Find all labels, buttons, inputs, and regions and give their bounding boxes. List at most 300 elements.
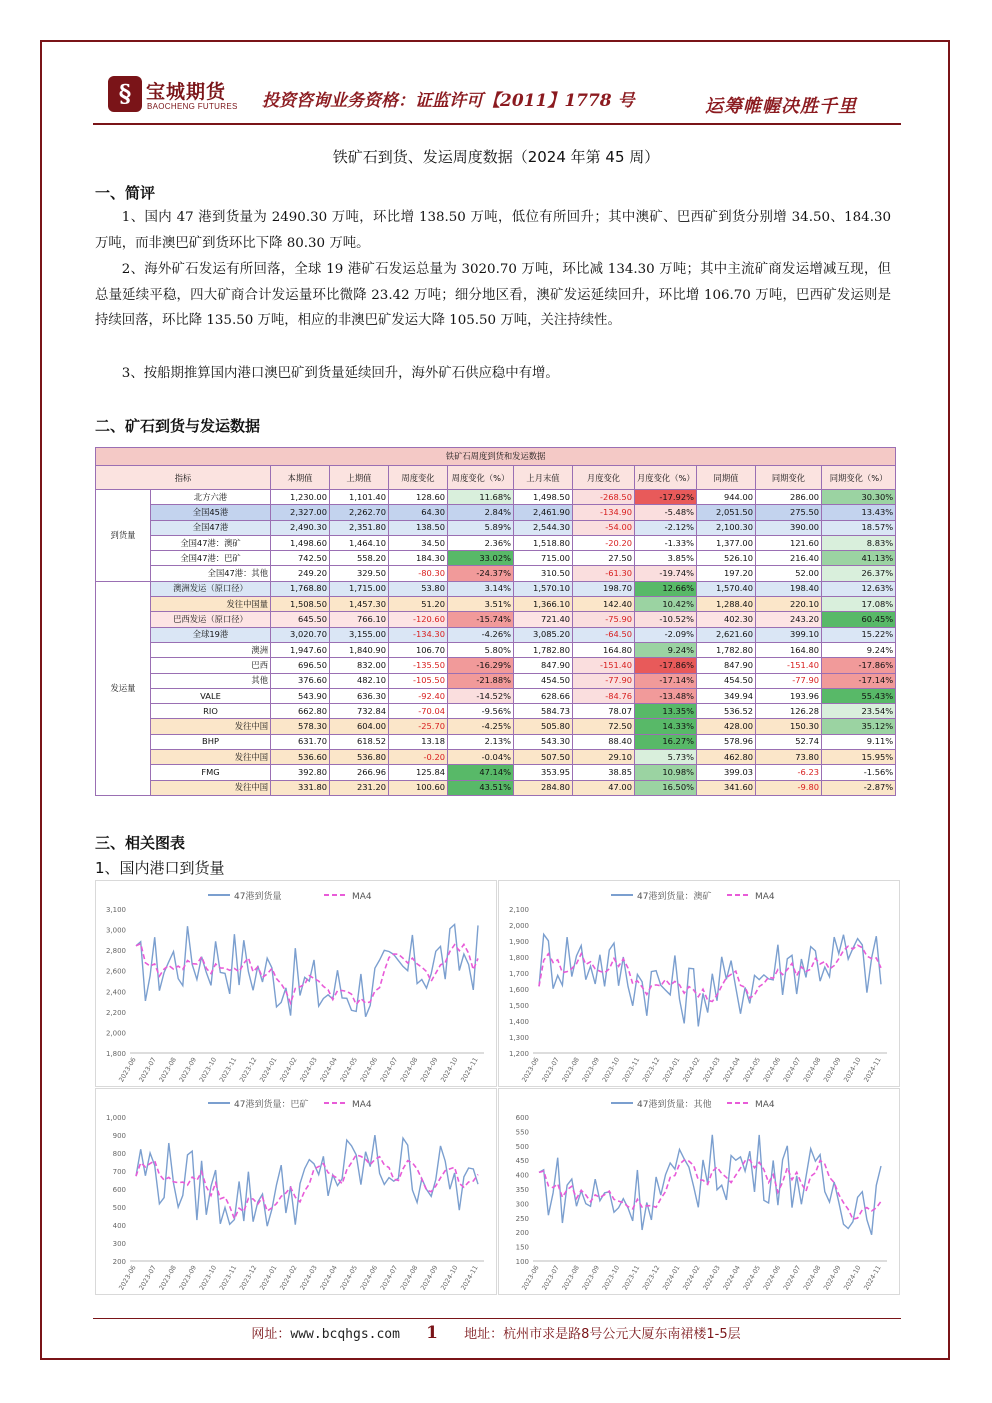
table-cell: 5.73% bbox=[635, 750, 697, 765]
table-cell: 164.80 bbox=[573, 642, 635, 657]
table-cell: 1,715.00 bbox=[330, 581, 389, 596]
table-cell: 2.13% bbox=[448, 734, 514, 749]
table-cell: 142.40 bbox=[573, 597, 635, 612]
y-tick-label: 400 bbox=[112, 1222, 126, 1230]
table-row bbox=[96, 505, 896, 520]
x-tick-label: 2023-11 bbox=[620, 1056, 642, 1084]
y-tick-label: 3,100 bbox=[105, 906, 126, 914]
logo-name-cn: 宝城期货 bbox=[146, 81, 227, 103]
table-cell: -64.50 bbox=[573, 627, 635, 642]
table-cell: 392.80 bbox=[271, 765, 330, 780]
table-cell: 220.10 bbox=[756, 597, 822, 612]
table-cell: 3,020.70 bbox=[271, 627, 330, 642]
table-cell: 536.60 bbox=[271, 750, 330, 765]
table-cell: 536.52 bbox=[697, 704, 756, 719]
table-cell: 696.50 bbox=[271, 658, 330, 673]
table-cell: 3,085.20 bbox=[514, 627, 573, 642]
table-row bbox=[96, 765, 896, 780]
row-label: 发往中国量 bbox=[151, 597, 271, 612]
table-cell: -2.87% bbox=[822, 780, 896, 795]
table-cell: 628.66 bbox=[514, 688, 573, 703]
x-tick-label: 2024-07 bbox=[781, 1056, 803, 1084]
section-3-subheading: 1、国内港口到货量 bbox=[95, 859, 225, 877]
table-cell: 402.30 bbox=[697, 612, 756, 627]
table-cell: 266.96 bbox=[330, 765, 389, 780]
table-cell: 399.10 bbox=[756, 627, 822, 642]
x-tick-label: 2024-01 bbox=[258, 1264, 279, 1292]
table-cell: 126.28 bbox=[756, 704, 822, 719]
table-row bbox=[96, 658, 896, 673]
table-cell: 12.66% bbox=[635, 581, 697, 596]
y-tick-label: 1,900 bbox=[508, 938, 529, 946]
x-tick-label: 2024-03 bbox=[701, 1056, 722, 1084]
page-footer bbox=[0, 1323, 992, 1343]
table-cell: 618.52 bbox=[330, 734, 389, 749]
table-cell: 9.24% bbox=[822, 642, 896, 657]
x-tick-label: 2023-10 bbox=[600, 1264, 622, 1292]
y-tick-label: 2,800 bbox=[105, 947, 126, 956]
x-tick-label: 2024-03 bbox=[298, 1264, 319, 1292]
y-tick-label: 400 bbox=[515, 1171, 529, 1180]
x-tick-label: 2024-02 bbox=[278, 1264, 299, 1292]
y-tick-label: 700 bbox=[112, 1168, 126, 1176]
table-cell: -77.90 bbox=[756, 673, 822, 688]
x-tick-label: 2023-12 bbox=[237, 1264, 259, 1292]
series-line bbox=[539, 1135, 881, 1235]
table-cell: 34.50 bbox=[389, 535, 448, 550]
table-cell: 23.54% bbox=[822, 704, 896, 719]
table-cell: -54.00 bbox=[573, 520, 635, 535]
table-cell: 353.95 bbox=[514, 765, 573, 780]
y-tick-label: 500 bbox=[112, 1204, 126, 1212]
table-cell: 164.80 bbox=[756, 642, 822, 657]
table-cell: 41.13% bbox=[822, 551, 896, 566]
table-cell: 9.11% bbox=[822, 734, 896, 749]
legend-label: 47港到货量：其他 bbox=[637, 1100, 712, 1110]
table-cell: 543.30 bbox=[514, 734, 573, 749]
table-cell: 78.07 bbox=[573, 704, 635, 719]
x-tick-label: 2024-09 bbox=[418, 1056, 440, 1084]
y-tick-label: 100 bbox=[515, 1258, 529, 1266]
ore-data-table bbox=[95, 447, 896, 796]
table-cell: 526.10 bbox=[697, 551, 756, 566]
table-cell: 631.70 bbox=[271, 734, 330, 749]
table-cell: -0.20 bbox=[389, 750, 448, 765]
x-tick-label: 2024-07 bbox=[781, 1264, 803, 1292]
table-cell: 198.40 bbox=[756, 581, 822, 596]
table-cell: 47.00 bbox=[573, 780, 635, 795]
x-tick-label: 2023-12 bbox=[640, 1264, 662, 1292]
table-row bbox=[96, 566, 896, 581]
table-cell: -84.76 bbox=[573, 688, 635, 703]
x-tick-label: 2024-08 bbox=[801, 1264, 823, 1292]
table-row bbox=[96, 704, 896, 719]
table-cell: 428.00 bbox=[697, 719, 756, 734]
table-cell: 507.50 bbox=[514, 750, 573, 765]
y-tick-label: 600 bbox=[515, 1114, 529, 1122]
table-cell: 184.30 bbox=[389, 551, 448, 566]
table-cell: 284.80 bbox=[514, 780, 573, 795]
y-tick-label: 1,500 bbox=[508, 1002, 529, 1010]
table-cell: 150.30 bbox=[756, 719, 822, 734]
y-tick-label: 200 bbox=[112, 1258, 126, 1266]
website-link[interactable]: www.bcqhgs.com bbox=[290, 1327, 400, 1342]
y-tick-label: 250 bbox=[515, 1214, 529, 1223]
table-row bbox=[96, 719, 896, 734]
row-label: 全国45港 bbox=[151, 505, 271, 520]
ma4-line bbox=[136, 944, 478, 1005]
x-tick-label: 2023-09 bbox=[580, 1056, 602, 1084]
x-tick-label: 2023-10 bbox=[600, 1056, 622, 1084]
table-cell: 543.90 bbox=[271, 688, 330, 703]
table-cell: 454.50 bbox=[697, 673, 756, 688]
table-cell: 1,570.10 bbox=[514, 581, 573, 596]
x-tick-label: 2023-07 bbox=[137, 1056, 158, 1084]
table-cell: 125.84 bbox=[389, 765, 448, 780]
row-label: VALE bbox=[151, 688, 271, 703]
table-cell: 1,570.40 bbox=[697, 581, 756, 596]
x-tick-label: 2024-11 bbox=[459, 1264, 480, 1292]
table-cell: -1.56% bbox=[822, 765, 896, 780]
table-cell: -17.86% bbox=[822, 658, 896, 673]
section-1-heading: 一、简评 bbox=[95, 184, 156, 202]
table-cell: 193.96 bbox=[756, 688, 822, 703]
table-cell: 2,351.80 bbox=[330, 520, 389, 535]
x-tick-label: 2024-11 bbox=[862, 1264, 883, 1292]
y-tick-label: 1,300 bbox=[508, 1034, 529, 1042]
x-tick-label: 2024-03 bbox=[298, 1056, 319, 1084]
table-cell: 30.30% bbox=[822, 490, 896, 505]
x-tick-label: 2024-06 bbox=[358, 1056, 380, 1084]
table-header-cell: 指标 bbox=[96, 466, 271, 490]
x-tick-label: 2024-09 bbox=[821, 1056, 843, 1084]
x-tick-label: 2024-02 bbox=[681, 1264, 702, 1292]
y-tick-label: 350 bbox=[515, 1186, 529, 1194]
chart-47-ports bbox=[95, 880, 497, 1087]
table-cell: -105.50 bbox=[389, 673, 448, 688]
table-cell: 1,464.10 bbox=[330, 535, 389, 550]
table-cell: 1,518.80 bbox=[514, 535, 573, 550]
x-tick-label: 2023-12 bbox=[237, 1056, 259, 1084]
table-cell: 1,457.30 bbox=[330, 597, 389, 612]
table-cell: 88.40 bbox=[573, 734, 635, 749]
table-cell: 286.00 bbox=[756, 490, 822, 505]
table-cell: -4.25% bbox=[448, 719, 514, 734]
x-tick-label: 2024-04 bbox=[721, 1264, 742, 1292]
table-cell: -61.30 bbox=[573, 566, 635, 581]
table-cell: 847.90 bbox=[514, 658, 573, 673]
row-label: 澳洲发运（原口径） bbox=[151, 581, 271, 596]
table-cell: 482.10 bbox=[330, 673, 389, 688]
table-header-cell: 同期值 bbox=[697, 466, 756, 490]
table-cell: -80.30 bbox=[389, 566, 448, 581]
table-header-cell: 上期值 bbox=[330, 466, 389, 490]
logo-icon: § bbox=[108, 76, 142, 112]
table-cell: 578.30 bbox=[271, 719, 330, 734]
x-tick-label: 2024-09 bbox=[821, 1264, 843, 1292]
table-cell: 390.00 bbox=[756, 520, 822, 535]
legend-label: MA4 bbox=[755, 892, 775, 902]
table-header-cell: 同期变化（%） bbox=[822, 466, 896, 490]
y-tick-label: 800 bbox=[112, 1150, 126, 1158]
x-tick-label: 2024-01 bbox=[661, 1056, 682, 1084]
table-cell: 636.30 bbox=[330, 688, 389, 703]
table-row bbox=[96, 780, 896, 795]
table-cell: 11.68% bbox=[448, 490, 514, 505]
x-tick-label: 2024-07 bbox=[378, 1264, 400, 1292]
y-tick-label: 900 bbox=[112, 1132, 126, 1140]
table-cell: 766.10 bbox=[330, 612, 389, 627]
x-tick-label: 2023-08 bbox=[157, 1056, 178, 1084]
table-cell: 231.20 bbox=[330, 780, 389, 795]
x-tick-label: 2024-08 bbox=[801, 1056, 823, 1084]
table-cell: 27.50 bbox=[573, 551, 635, 566]
table-cell: 1,768.80 bbox=[271, 581, 330, 596]
legend-label: MA4 bbox=[352, 892, 372, 902]
table-cell: -92.40 bbox=[389, 688, 448, 703]
table-cell: 2,621.60 bbox=[697, 627, 756, 642]
table-cell: -77.90 bbox=[573, 673, 635, 688]
x-tick-label: 2024-05 bbox=[338, 1056, 360, 1084]
table-cell: 14.33% bbox=[635, 719, 697, 734]
y-tick-label: 450 bbox=[515, 1157, 529, 1166]
table-cell: 3,155.00 bbox=[330, 627, 389, 642]
table-cell: -6.23 bbox=[756, 765, 822, 780]
table-cell: 43.51% bbox=[448, 780, 514, 795]
table-cell: -20.20 bbox=[573, 535, 635, 550]
table-cell: 349.94 bbox=[697, 688, 756, 703]
x-tick-label: 2024-06 bbox=[358, 1264, 380, 1292]
chart-47-ports-other bbox=[498, 1088, 900, 1295]
table-cell: 198.70 bbox=[573, 581, 635, 596]
table-cell: 51.20 bbox=[389, 597, 448, 612]
document-title: 铁矿石到货、发运周度数据（2024 年第 45 周） bbox=[332, 148, 660, 166]
table-cell: 60.45% bbox=[822, 612, 896, 627]
x-tick-label: 2023-09 bbox=[580, 1264, 602, 1292]
page-number: 1 bbox=[426, 1323, 438, 1343]
y-tick-label: 1,800 bbox=[508, 954, 529, 962]
table-cell: 310.50 bbox=[514, 566, 573, 581]
table-row bbox=[96, 734, 896, 749]
table-cell: -2.12% bbox=[635, 520, 697, 535]
row-label: 北方六港 bbox=[151, 490, 271, 505]
table-cell: 2,100.30 bbox=[697, 520, 756, 535]
row-label: 其他 bbox=[151, 673, 271, 688]
table-cell: 1,782.80 bbox=[697, 642, 756, 657]
row-label: 全国47港：澳矿 bbox=[151, 535, 271, 550]
table-cell: -2.09% bbox=[635, 627, 697, 642]
footer-divider bbox=[93, 1318, 901, 1319]
x-tick-label: 2024-05 bbox=[741, 1056, 763, 1084]
y-tick-label: 600 bbox=[112, 1186, 126, 1194]
table-cell: 584.73 bbox=[514, 704, 573, 719]
table-cell: 47.14% bbox=[448, 765, 514, 780]
table-cell: 662.80 bbox=[271, 704, 330, 719]
x-tick-label: 2024-10 bbox=[439, 1056, 460, 1084]
table-row bbox=[96, 520, 896, 535]
table-cell: 1,288.40 bbox=[697, 597, 756, 612]
table-cell: 15.95% bbox=[822, 750, 896, 765]
table-cell: 1,101.40 bbox=[330, 490, 389, 505]
x-tick-label: 2023-11 bbox=[620, 1264, 642, 1292]
table-cell: 33.02% bbox=[448, 551, 514, 566]
legend-label: MA4 bbox=[352, 1100, 372, 1110]
table-cell: 12.63% bbox=[822, 581, 896, 596]
table-cell: 832.00 bbox=[330, 658, 389, 673]
y-tick-label: 2,100 bbox=[508, 906, 529, 914]
legend-label: MA4 bbox=[755, 1100, 775, 1110]
table-cell: 106.70 bbox=[389, 642, 448, 657]
table-cell: 399.03 bbox=[697, 765, 756, 780]
table-cell: 331.80 bbox=[271, 780, 330, 795]
y-tick-label: 200 bbox=[515, 1229, 529, 1238]
table-cell: 329.50 bbox=[330, 566, 389, 581]
table-cell: 5.89% bbox=[448, 520, 514, 535]
qualification-text: 投资咨询业务资格：证监许可【2011】1778 号 bbox=[262, 91, 635, 111]
slogan: 运筹帷幄决胜千里 bbox=[705, 96, 857, 117]
row-label: 全国47港 bbox=[151, 520, 271, 535]
legend-label: 47港到货量 bbox=[234, 892, 282, 902]
table-header-cell: 月度变化（%） bbox=[635, 466, 697, 490]
table-cell: 2,051.50 bbox=[697, 505, 756, 520]
table-cell: 35.12% bbox=[822, 719, 896, 734]
row-label: FMG bbox=[151, 765, 271, 780]
table-row bbox=[96, 750, 896, 765]
table-cell: 15.22% bbox=[822, 627, 896, 642]
table-cell: 26.37% bbox=[822, 566, 896, 581]
y-tick-label: 500 bbox=[515, 1142, 529, 1151]
y-tick-label: 300 bbox=[112, 1240, 126, 1248]
table-cell: -10.52% bbox=[635, 612, 697, 627]
y-tick-label: 1,400 bbox=[508, 1018, 529, 1026]
y-tick-label: 2,000 bbox=[105, 1029, 126, 1038]
x-tick-label: 2023-06 bbox=[117, 1264, 138, 1292]
x-tick-label: 2023-06 bbox=[520, 1264, 541, 1292]
table-header-cell: 本期值 bbox=[271, 466, 330, 490]
table-cell: -21.88% bbox=[448, 673, 514, 688]
table-cell: 18.57% bbox=[822, 520, 896, 535]
table-cell: 5.80% bbox=[448, 642, 514, 657]
table-header-cell: 同期变化 bbox=[756, 466, 822, 490]
y-tick-label: 2,200 bbox=[105, 1008, 126, 1017]
table-cell: -17.86% bbox=[635, 658, 697, 673]
chart-47-ports-australia bbox=[498, 880, 900, 1087]
table-cell: -4.26% bbox=[448, 627, 514, 642]
row-label: 发往中国 bbox=[151, 719, 271, 734]
y-tick-label: 2,000 bbox=[508, 922, 529, 930]
row-label: 全球19港 bbox=[151, 627, 271, 642]
table-cell: 3.85% bbox=[635, 551, 697, 566]
row-label: 全国47港：其他 bbox=[151, 566, 271, 581]
x-tick-label: 2023-11 bbox=[217, 1264, 239, 1292]
x-tick-label: 2024-05 bbox=[741, 1264, 763, 1292]
y-tick-label: 1,800 bbox=[105, 1050, 126, 1058]
table-row bbox=[96, 688, 896, 703]
x-tick-label: 2023-08 bbox=[560, 1264, 581, 1292]
table-cell: 2,461.90 bbox=[514, 505, 573, 520]
legend-label: 47港到货量：澳矿 bbox=[637, 892, 712, 902]
table-cell: 1,508.50 bbox=[271, 597, 330, 612]
table-cell: 1,782.80 bbox=[514, 642, 573, 657]
address-label: 地址： bbox=[464, 1327, 504, 1342]
table-cell: 578.96 bbox=[697, 734, 756, 749]
y-tick-label: 550 bbox=[515, 1128, 529, 1137]
x-tick-label: 2023-08 bbox=[157, 1264, 178, 1292]
table-row bbox=[96, 535, 896, 550]
ma4-line bbox=[539, 1160, 881, 1219]
comment-para-2: 2、海外矿石发运有所回落，全球 19 港矿石发运总量为 3020.70 万吨，环比减 134.30 万吨；其中主流矿商发运增减互现，但总量延续平稳，四大矿商合计发运量环比微降 23.42 万吨；细分地区看，澳矿发运延续回升，环比增 106.70 万吨，巴西矿发运则是持续回落，环比降 135.50 万吨，相应的非澳巴矿发运大降 105.50 万吨，关注持续性。 bbox=[95, 262, 891, 328]
table-cell: 1,230.00 bbox=[271, 490, 330, 505]
table-cell: 10.42% bbox=[635, 597, 697, 612]
table-row bbox=[96, 627, 896, 642]
x-tick-label: 2024-11 bbox=[862, 1056, 883, 1084]
table-row bbox=[96, 612, 896, 627]
table-cell: 847.90 bbox=[697, 658, 756, 673]
table-cell: 558.20 bbox=[330, 551, 389, 566]
row-label: 发往中国 bbox=[151, 750, 271, 765]
table-cell: 16.27% bbox=[635, 734, 697, 749]
table-cell: 1,498.50 bbox=[514, 490, 573, 505]
row-label: BHP bbox=[151, 734, 271, 749]
x-tick-label: 2024-06 bbox=[761, 1056, 783, 1084]
table-cell: 1,498.60 bbox=[271, 535, 330, 550]
table-cell: -17.14% bbox=[635, 673, 697, 688]
x-tick-label: 2024-08 bbox=[398, 1056, 420, 1084]
y-tick-label: 1,600 bbox=[508, 986, 529, 994]
table-cell: 3.14% bbox=[448, 581, 514, 596]
x-tick-label: 2024-02 bbox=[681, 1056, 702, 1084]
table-cell: 249.20 bbox=[271, 566, 330, 581]
table-cell: 462.80 bbox=[697, 750, 756, 765]
table-cell: -17.14% bbox=[822, 673, 896, 688]
table-cell: -16.29% bbox=[448, 658, 514, 673]
table-cell: 2.84% bbox=[448, 505, 514, 520]
x-tick-label: 2024-01 bbox=[258, 1056, 279, 1084]
table-cell: 72.50 bbox=[573, 719, 635, 734]
x-tick-label: 2024-11 bbox=[459, 1056, 480, 1084]
table-cell: 64.30 bbox=[389, 505, 448, 520]
table-cell: 52.74 bbox=[756, 734, 822, 749]
x-tick-label: 2024-04 bbox=[318, 1264, 339, 1292]
address-text: 杭州市求是路8号公元大厦东南裙楼1-5层 bbox=[503, 1327, 741, 1342]
table-cell: 376.60 bbox=[271, 673, 330, 688]
table-cell: 645.50 bbox=[271, 612, 330, 627]
section-2-heading: 二、矿石到货与发运数据 bbox=[95, 417, 261, 435]
y-tick-label: 150 bbox=[515, 1243, 529, 1252]
table-row bbox=[96, 673, 896, 688]
row-label: 全国47港：巴矿 bbox=[151, 551, 271, 566]
series-line bbox=[539, 934, 881, 1026]
x-tick-label: 2023-09 bbox=[177, 1264, 199, 1292]
table-cell: -120.60 bbox=[389, 612, 448, 627]
table-cell: 73.80 bbox=[756, 750, 822, 765]
table-cell: 2,327.00 bbox=[271, 505, 330, 520]
group-label-arrival: 到货量 bbox=[96, 490, 151, 582]
table-cell: 38.85 bbox=[573, 765, 635, 780]
table-header-cell: 月度变化 bbox=[573, 466, 635, 490]
table-cell: 721.40 bbox=[514, 612, 573, 627]
table-cell: 216.40 bbox=[756, 551, 822, 566]
table-cell: 275.50 bbox=[756, 505, 822, 520]
comment-para-3: 3、按船期推算国内港口澳巴矿到货量延续回升，海外矿石供应稳中有增。 bbox=[121, 366, 559, 381]
table-cell: 138.50 bbox=[389, 520, 448, 535]
table-cell: 13.18 bbox=[389, 734, 448, 749]
table-cell: 454.50 bbox=[514, 673, 573, 688]
table-cell: -134.90 bbox=[573, 505, 635, 520]
table-cell: 13.35% bbox=[635, 704, 697, 719]
table-cell: 732.84 bbox=[330, 704, 389, 719]
table-cell: 243.20 bbox=[756, 612, 822, 627]
